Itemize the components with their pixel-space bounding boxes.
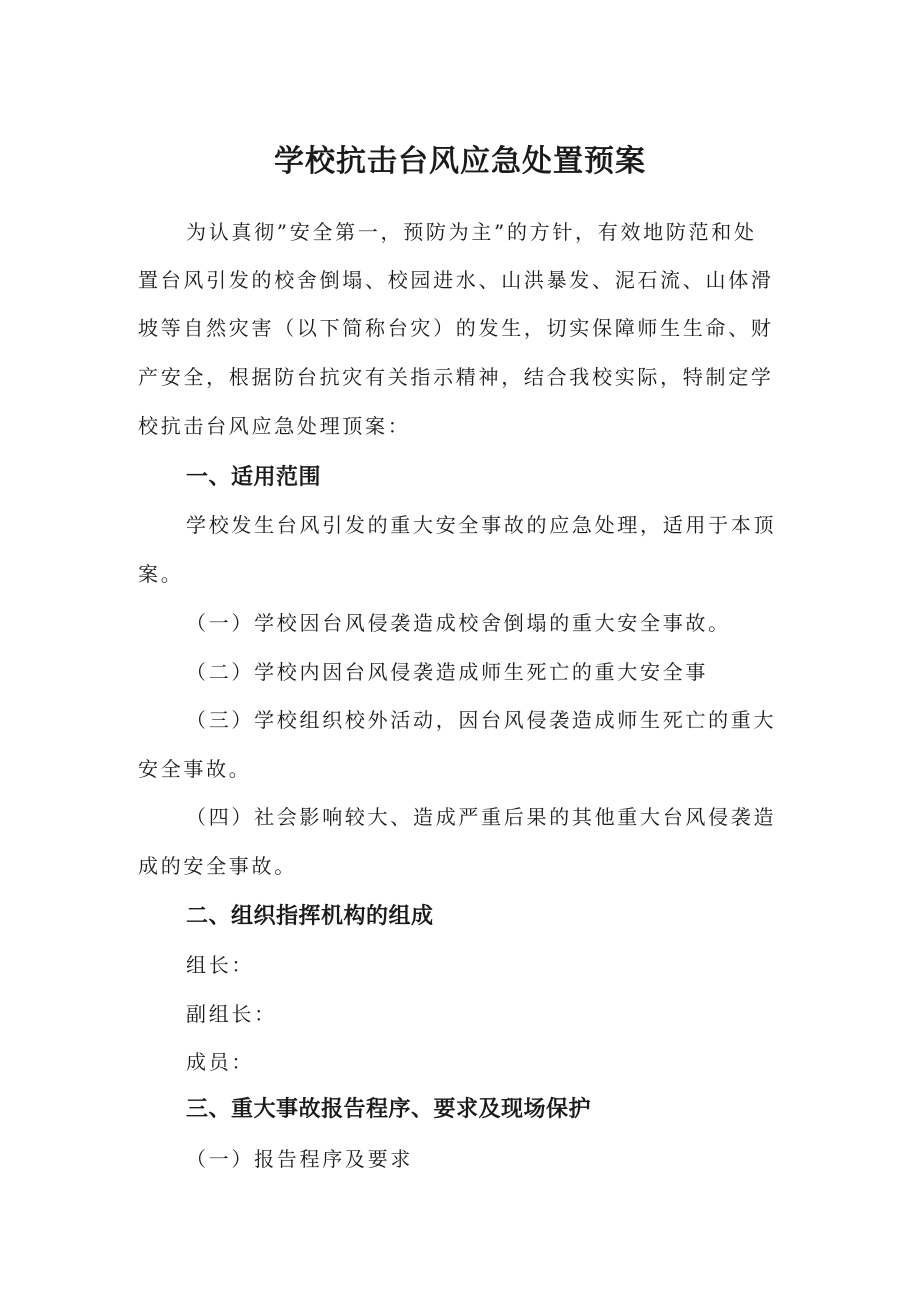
scope-para-line-2: 案。	[138, 562, 184, 586]
org-members: 成员：	[186, 1050, 255, 1074]
scope-item-3-line-2: 安全事故。	[138, 757, 252, 781]
scope-item-4-line-1: （四）社会影响较大、造成严重后果的其他重大台风侵袭造	[186, 805, 777, 829]
intro-line-4: 产安全，根据防台抗灾有关指示精神，结合我校实际，特制定学	[138, 365, 774, 389]
intro-line-3: 坡等自然灾害（以下简称台灾）的发生，切实保障师生生命、财	[138, 316, 774, 340]
org-deputy-leader: 副组长：	[186, 1002, 277, 1026]
reporting-subheading-1: （一）报告程序及要求	[186, 1147, 413, 1171]
section-heading-reporting: 三、重大事故报告程序、要求及现场保护	[186, 1097, 592, 1122]
scope-para-line-1: 学校发生台风引发的重大安全事故的应急处理，适用于本顶	[186, 513, 777, 537]
scope-item-1: （一）学校因台风侵袭造成校舍倒塌的重大安全事故。	[186, 611, 731, 635]
document-title: 学校抗击台风应急处置预案	[274, 144, 646, 179]
scope-item-4-line-2: 成的安全事故。	[138, 854, 297, 878]
org-leader: 组长：	[186, 953, 255, 977]
intro-line-2: 置台风引发的校舍倒塌、校园进水、山洪暴发、泥石流、山体滑	[138, 268, 774, 292]
section-heading-scope: 一、适用范围	[186, 465, 322, 490]
scope-item-3-line-1: （三）学校组织校外活动，因台风侵袭造成师生死亡的重大	[186, 708, 777, 732]
intro-line-1: 为认真彻”安全第一，预防为主”的方针，有效地防范和处	[186, 220, 757, 244]
intro-line-5: 校抗击台风应急处理顶案：	[138, 414, 411, 438]
scope-item-2: （二）学校内因台风侵袭造成师生死亡的重大安全事	[186, 660, 709, 684]
section-heading-organization: 二、组织指挥机构的组成	[186, 904, 434, 929]
